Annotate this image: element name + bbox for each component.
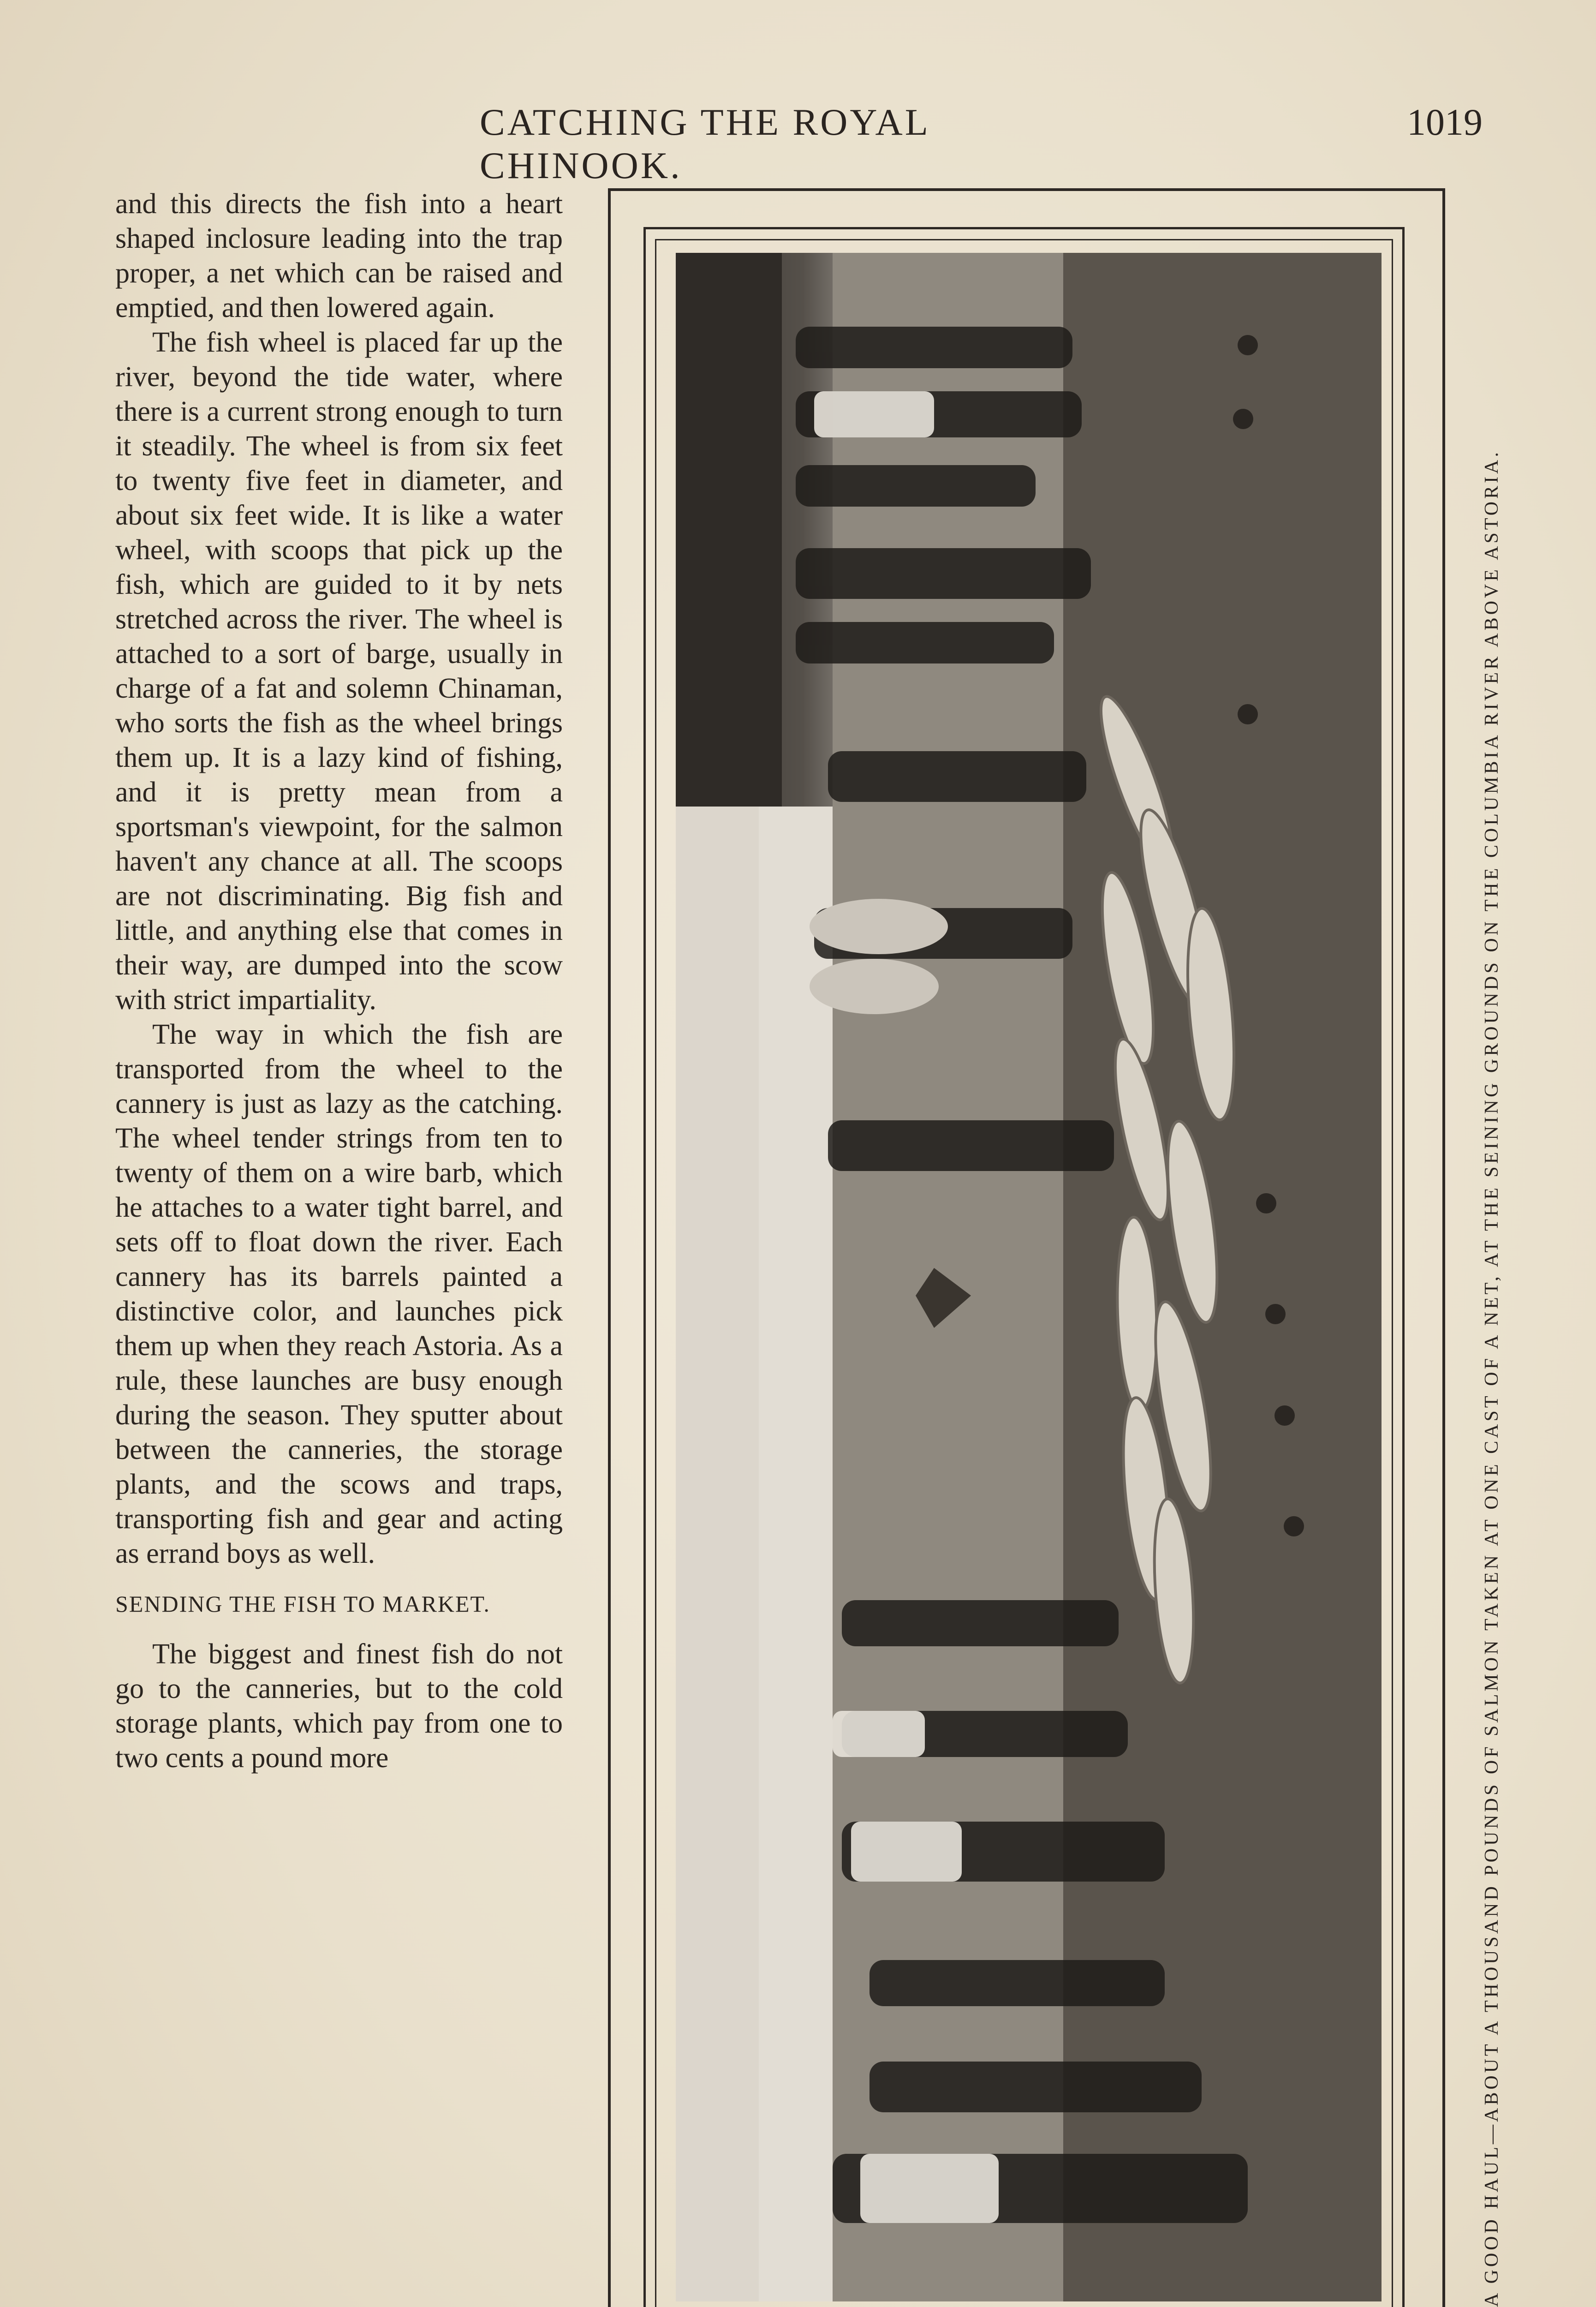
photo-caption: A GOOD HAUL—ABOUT A THOUSAND POUNDS OF SALMON TAKEN AT ONE CAST OF A NET, AT THE SEINING GROUNDS ON THE COLUMBIA RIVER ABOVE ASTORIA. xyxy=(1481,449,1502,2307)
paragraph-3: The way in which the fish are transported from the wheel to the cannery is just as lazy as the catching. The wheel tender strings from ten to twenty of them on a wire barb, which he attaches to a water tight barrel, and sets off to float down the river. Each cannery has its barrels painted a distinctive color, and launches pick them up when they reach Astoria. As a rule, these launches are busy enough during the season. They sputter about between the canneries, the storage plants, and the scows and traps, transporting fish and gear and acting as errand boys as well. xyxy=(115,1019,563,1569)
paragraph-2: The fish wheel is placed far up the river, beyond the tide water, where there is a current strong enough to turn it steadily. The wheel is from six feet to twenty five feet in diameter, and about six feet wide. It is like a water wheel, with scoops that pick up the fish, which are guided to it by nets stretched across the river. The wheel is attached to a sort of barge, usually in charge of a fat and solemn Chinaman, who sorts the fish as the wheel brings them up. It is a lazy kind of fishing, and it is pretty mean from a sportsman's viewpoint, for the salmon haven't any chance at all. The scoops are not discriminating. Big fish and little, and anything else that comes in their way, are dumped into the scow with strict impartiality. xyxy=(115,327,563,1016)
salmon-haul-photograph xyxy=(676,253,1382,2301)
article-column xyxy=(115,187,563,1775)
photo-illustration xyxy=(676,253,1382,2301)
running-title: CATCHING THE ROYAL CHINOOK. xyxy=(480,101,929,186)
section-subheading: SENDING THE FISH TO MARKET. xyxy=(115,1591,490,1617)
page-number: 1019 xyxy=(1407,101,1483,143)
paragraph-4: The biggest and finest fish do not go to the canneries, but to the cold storage plants, which pay from one to two cents a pound more xyxy=(115,1638,563,1774)
paragraph-1: and this directs the fish into a heart shaped inclosure leading into the trap proper, a net which can be raised and emptied, and then lowered again. xyxy=(115,188,563,323)
